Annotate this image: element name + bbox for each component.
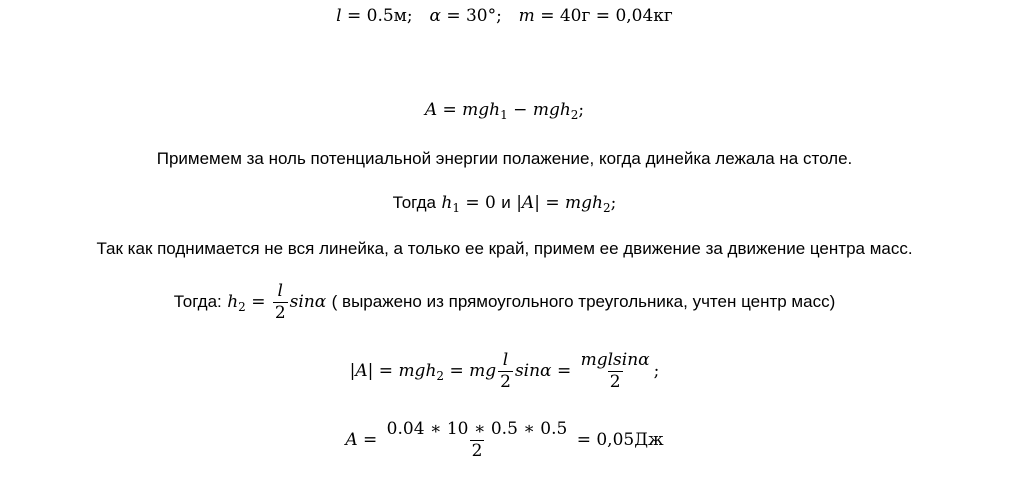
zero-potential-text: Примемем за ноль потенциальной энергии полажение, когда динейка лежала на столе. xyxy=(156,149,853,168)
subscript-2: 2 xyxy=(570,108,579,122)
alpha-symbol: α xyxy=(429,6,441,26)
center-of-mass-text: Так как поднимается не вся линейка, а только ее край, примем ее движение за движение центра масс. xyxy=(96,239,913,258)
equals-sign: = xyxy=(378,361,394,381)
subscript-2: 2 xyxy=(436,369,445,383)
semicolon: ; xyxy=(610,193,617,213)
derivation-note: ( выражено из прямоугольного треугольника, учтен центр масс) xyxy=(331,292,836,311)
mgh2-term: mgh xyxy=(564,193,603,213)
numeric-fraction xyxy=(385,421,570,460)
h1-value: = 0 xyxy=(465,193,496,213)
sin-alpha: sinα xyxy=(514,361,552,381)
m-symbol: m xyxy=(518,6,535,26)
minus-sign: − xyxy=(513,100,528,120)
subscript-1: 1 xyxy=(500,108,508,122)
sin-alpha: sinα xyxy=(289,292,327,312)
and-word: и xyxy=(501,193,511,212)
fraction-denominator: 2 xyxy=(609,372,621,392)
then-label: Тогда: xyxy=(173,292,222,311)
h-subscript: 2 xyxy=(238,300,246,314)
l-symbol: l xyxy=(336,6,342,26)
work-symbol: A xyxy=(345,430,358,450)
m-value: = 40г = 0,04кг xyxy=(540,6,673,26)
mglsin-fraction xyxy=(579,352,652,391)
equals-sign: = xyxy=(556,361,572,381)
semicolon: ; xyxy=(653,361,660,381)
l-value: = 0.5м; xyxy=(347,6,413,26)
fraction-numerator: mglsinα xyxy=(580,350,650,370)
work-equation xyxy=(0,100,1009,122)
h-symbol: h xyxy=(227,292,239,312)
h2-equation xyxy=(0,283,1009,322)
equals-sign: = xyxy=(545,193,560,213)
l-over-2-fraction xyxy=(273,283,288,322)
result-value: = 0,05Дж xyxy=(576,430,664,450)
then-h1-equation xyxy=(0,193,1009,215)
alpha-value: = 30°; xyxy=(446,6,502,26)
fraction-numerator: l xyxy=(277,281,283,301)
subscript-2: 2 xyxy=(602,201,611,215)
fraction-numerator: l xyxy=(502,350,509,370)
fraction-denominator: 2 xyxy=(500,372,511,392)
abs-work: |A| xyxy=(516,193,540,213)
fraction-numerator: 0.04 ∗ 10 ∗ 0.5 ∗ 0.5 xyxy=(386,419,568,439)
mgh2-term: mgh xyxy=(532,100,571,120)
abs-work-equation xyxy=(0,352,1009,391)
fraction-denominator: 2 xyxy=(471,441,483,461)
mgh1-term: mgh xyxy=(462,100,501,120)
work-symbol: A xyxy=(424,100,438,120)
fraction-denominator: 2 xyxy=(274,303,286,323)
h-subscript: 1 xyxy=(452,201,460,215)
numeric-result-equation xyxy=(0,421,1009,460)
mg-term: mg xyxy=(469,361,497,381)
semicolon: ; xyxy=(578,100,585,120)
equals-sign: = xyxy=(363,430,378,450)
equals-sign: = xyxy=(442,100,457,120)
then-label: Тогда xyxy=(392,193,436,212)
h-symbol: h xyxy=(441,193,453,213)
equals-sign: = xyxy=(449,361,464,381)
givens-line xyxy=(0,8,1009,25)
mgh2-term: mgh xyxy=(398,361,437,381)
equals-sign: = xyxy=(251,292,266,312)
abs-work: |A| xyxy=(349,361,374,381)
l-over-2-fraction xyxy=(498,352,513,391)
